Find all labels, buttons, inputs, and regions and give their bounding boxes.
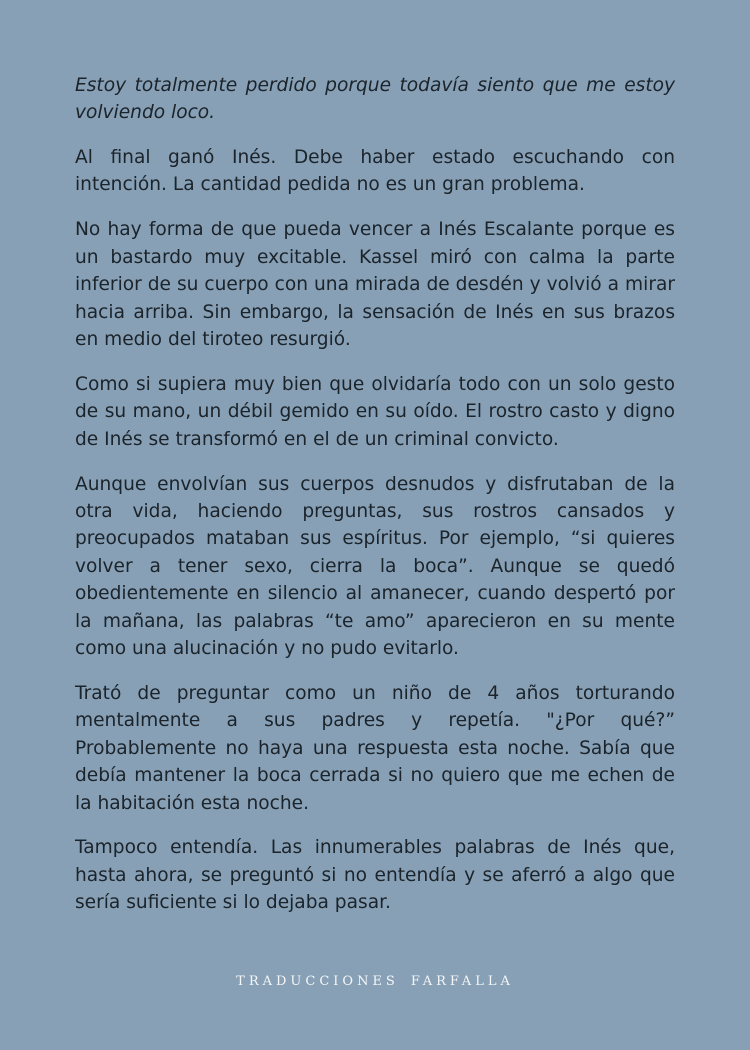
paragraph: Al final ganó Inés. Debe haber estado escuchando con intención. La cantidad pedida no es un gran problema. — [75, 147, 675, 196]
footer-word-translations: TRADUCCIONES — [236, 974, 399, 989]
footer-credit — [0, 974, 750, 989]
paragraph: Tampoco entendía. Las innumerables palabras de Inés que, hasta ahora, se preguntó si no entendía y se aferró a algo que sería suficiente si lo dejaba pasar. — [75, 837, 675, 914]
paragraph: Como si supiera muy bien que olvidaría todo con un solo gesto de su mano, un débil gemido en su oído. El rostro casto y digno de Inés se transformó en el de un criminal convicto. — [75, 373, 675, 450]
footer-word-farfalla: FARFALLA — [410, 974, 514, 989]
paragraph-italic-intro: Estoy totalmente perdido porque todavía siento que me estoy volviendo loco. — [75, 75, 675, 124]
paragraph: No hay forma de que pueda vencer a Inés Escalante porque es un bastardo muy excitable. Kassel miró con calma la parte inferior de su cuerpo con una mirada de desdén y volvió a mirar hacia arriba. Sin embargo, la sensación de Inés en sus brazos en medio del tiroteo resurgió. — [75, 219, 675, 350]
body-text — [75, 72, 675, 934]
paragraph: Trató de preguntar como un niño de 4 años torturando mentalmente a sus padres y repetía. "¿Por qué?” Probablemente no haya una respuesta esta noche. Sabía que debía mantener la boca cerrada si no quiero que me echen de la habitación esta noche. — [75, 682, 675, 814]
paragraph: Aunque envolvían sus cuerpos desnudos y disfrutaban de la otra vida, haciendo preguntas, sus rostros cansados y preocupados mataban sus espíritus. Por ejemplo, “si quieres volver a tener sexo, cierra la boca”. Aunque se quedó obedientemente en silencio al amanecer, cuando despertó por la mañana, las palabras “te amo” aparecieron en su mente como una alucinación y no pudo evitarlo. — [75, 473, 675, 659]
